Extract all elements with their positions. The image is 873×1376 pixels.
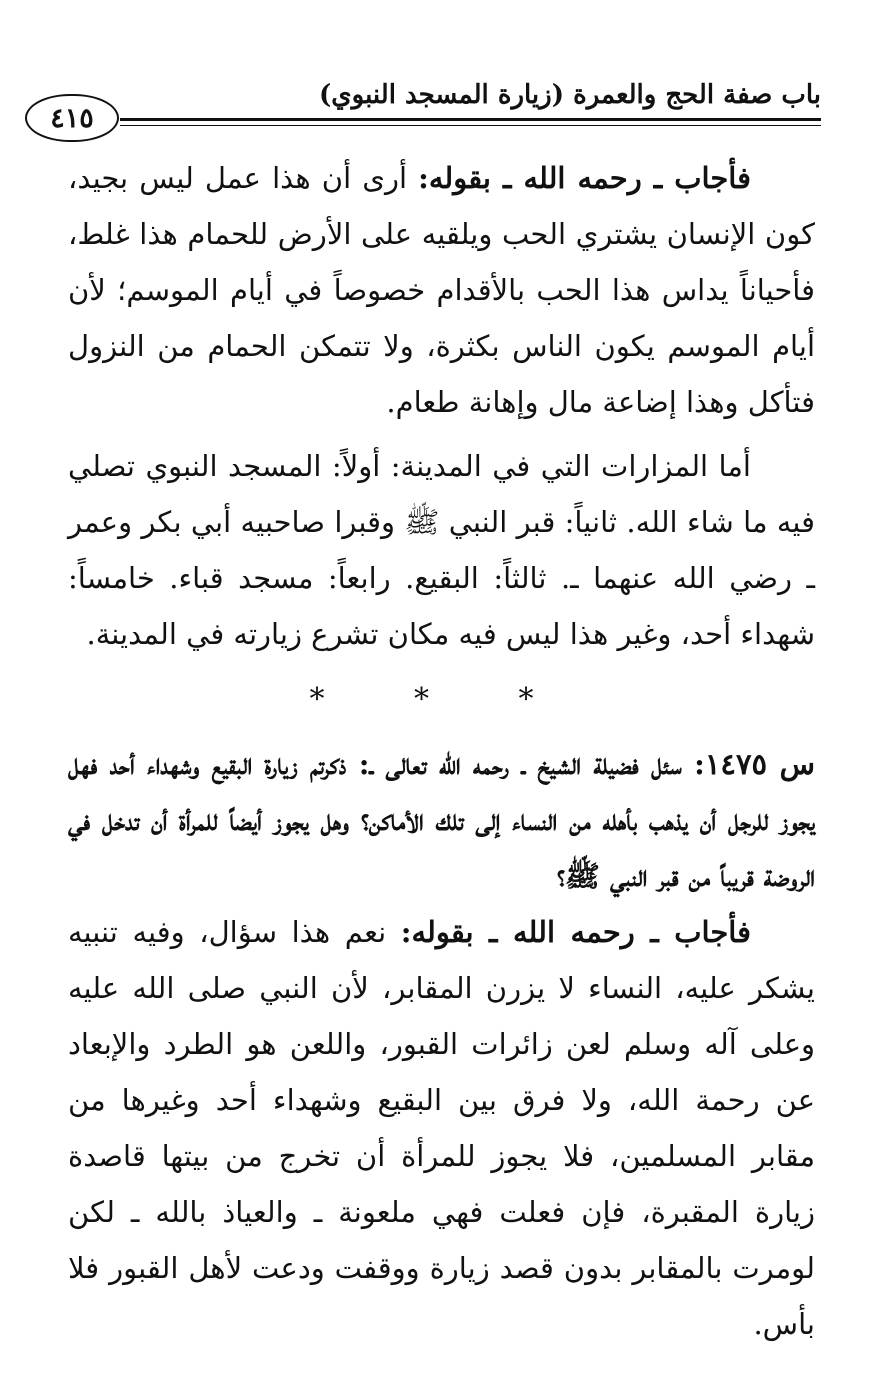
answer-paragraph-1 xyxy=(68,150,815,430)
question-paragraph: س ١٤٧٥: سئل فضيلة الشيخ ـ رحمه الله تعالى ـ: ذكرتم زيارة البقيع وشهداء أحد فهل يجوز للرجل أن يذهب بأهله من النساء إلى تلك الأماكن؟ وهل يجوز أيضاً للمرأة أن تدخل في الروضة قريباً من قبر النبي ﷺ؟ xyxy=(68,747,816,893)
running-title: باب صفة الحج والعمرة (زيارة المسجد النبوي) xyxy=(319,80,821,110)
answer-text-2: نعم هذا سؤال، وفيه تنبيه يشكر عليه، النساء لا يزرن المقابر، لأن النبي صلى الله عليه وعلى آله وسلم لعن زائرات القبور، واللعن هو الطرد والإبعاد عن رحمة الله، ولا فرق بين البقيع وشهداء أحد وغيرها من مقابر المسلمين، فلا يجوز للمرأة أن تخرج من بيتها قاصدة زيارة المقبرة، فإن فعلت فهي ملعونة ـ والعياذ بالله ـ لكن لومرت بالمقابر بدون قصد زيارة ووقفت ودعت لأهل القبور فلا بأس. xyxy=(68,915,815,1341)
answer-lead: فأجاب ـ رحمه الله ـ بقوله: xyxy=(418,161,751,195)
header-rule-thin xyxy=(120,125,821,126)
header-rule-thick xyxy=(120,118,821,121)
answer-lead-2: فأجاب ـ رحمه الله ـ بقوله: xyxy=(400,915,751,949)
page-number: ٤١٥ xyxy=(25,94,119,142)
page-body xyxy=(68,150,815,1352)
answer-text: أرى أن هذا عمل ليس بجيد، كون الإنسان يشتري الحب ويلقيه على الأرض للحمام هذا غلط، فأحياناً يداس هذا الحب بالأقدام خصوصاً في أيام الموسم؛ لأن أيام الموسم يكون الناس بكثرة، ولا تتمكن الحمام من النزول فتأكل وهذا إضاعة مال وإهانة طعام. xyxy=(68,161,815,419)
paragraph-2: أما المزارات التي في المدينة: أولاً: المسجد النبوي تصلي فيه ما شاء الله. ثانياً: قبر النبي ﷺ وقبرا صاحبيه أبي بكر وعمر ـ رضي الله عنهما ـ. ثالثاً: البقيع. رابعاً: مسجد قباء. خامساً: شهداء أحد، وغير هذا ليس فيه مكان تشرع زيارته في المدينة. xyxy=(68,449,815,651)
answer-paragraph-2 xyxy=(68,904,815,1352)
section-separator: * * * xyxy=(309,682,574,717)
page-header xyxy=(0,0,873,135)
